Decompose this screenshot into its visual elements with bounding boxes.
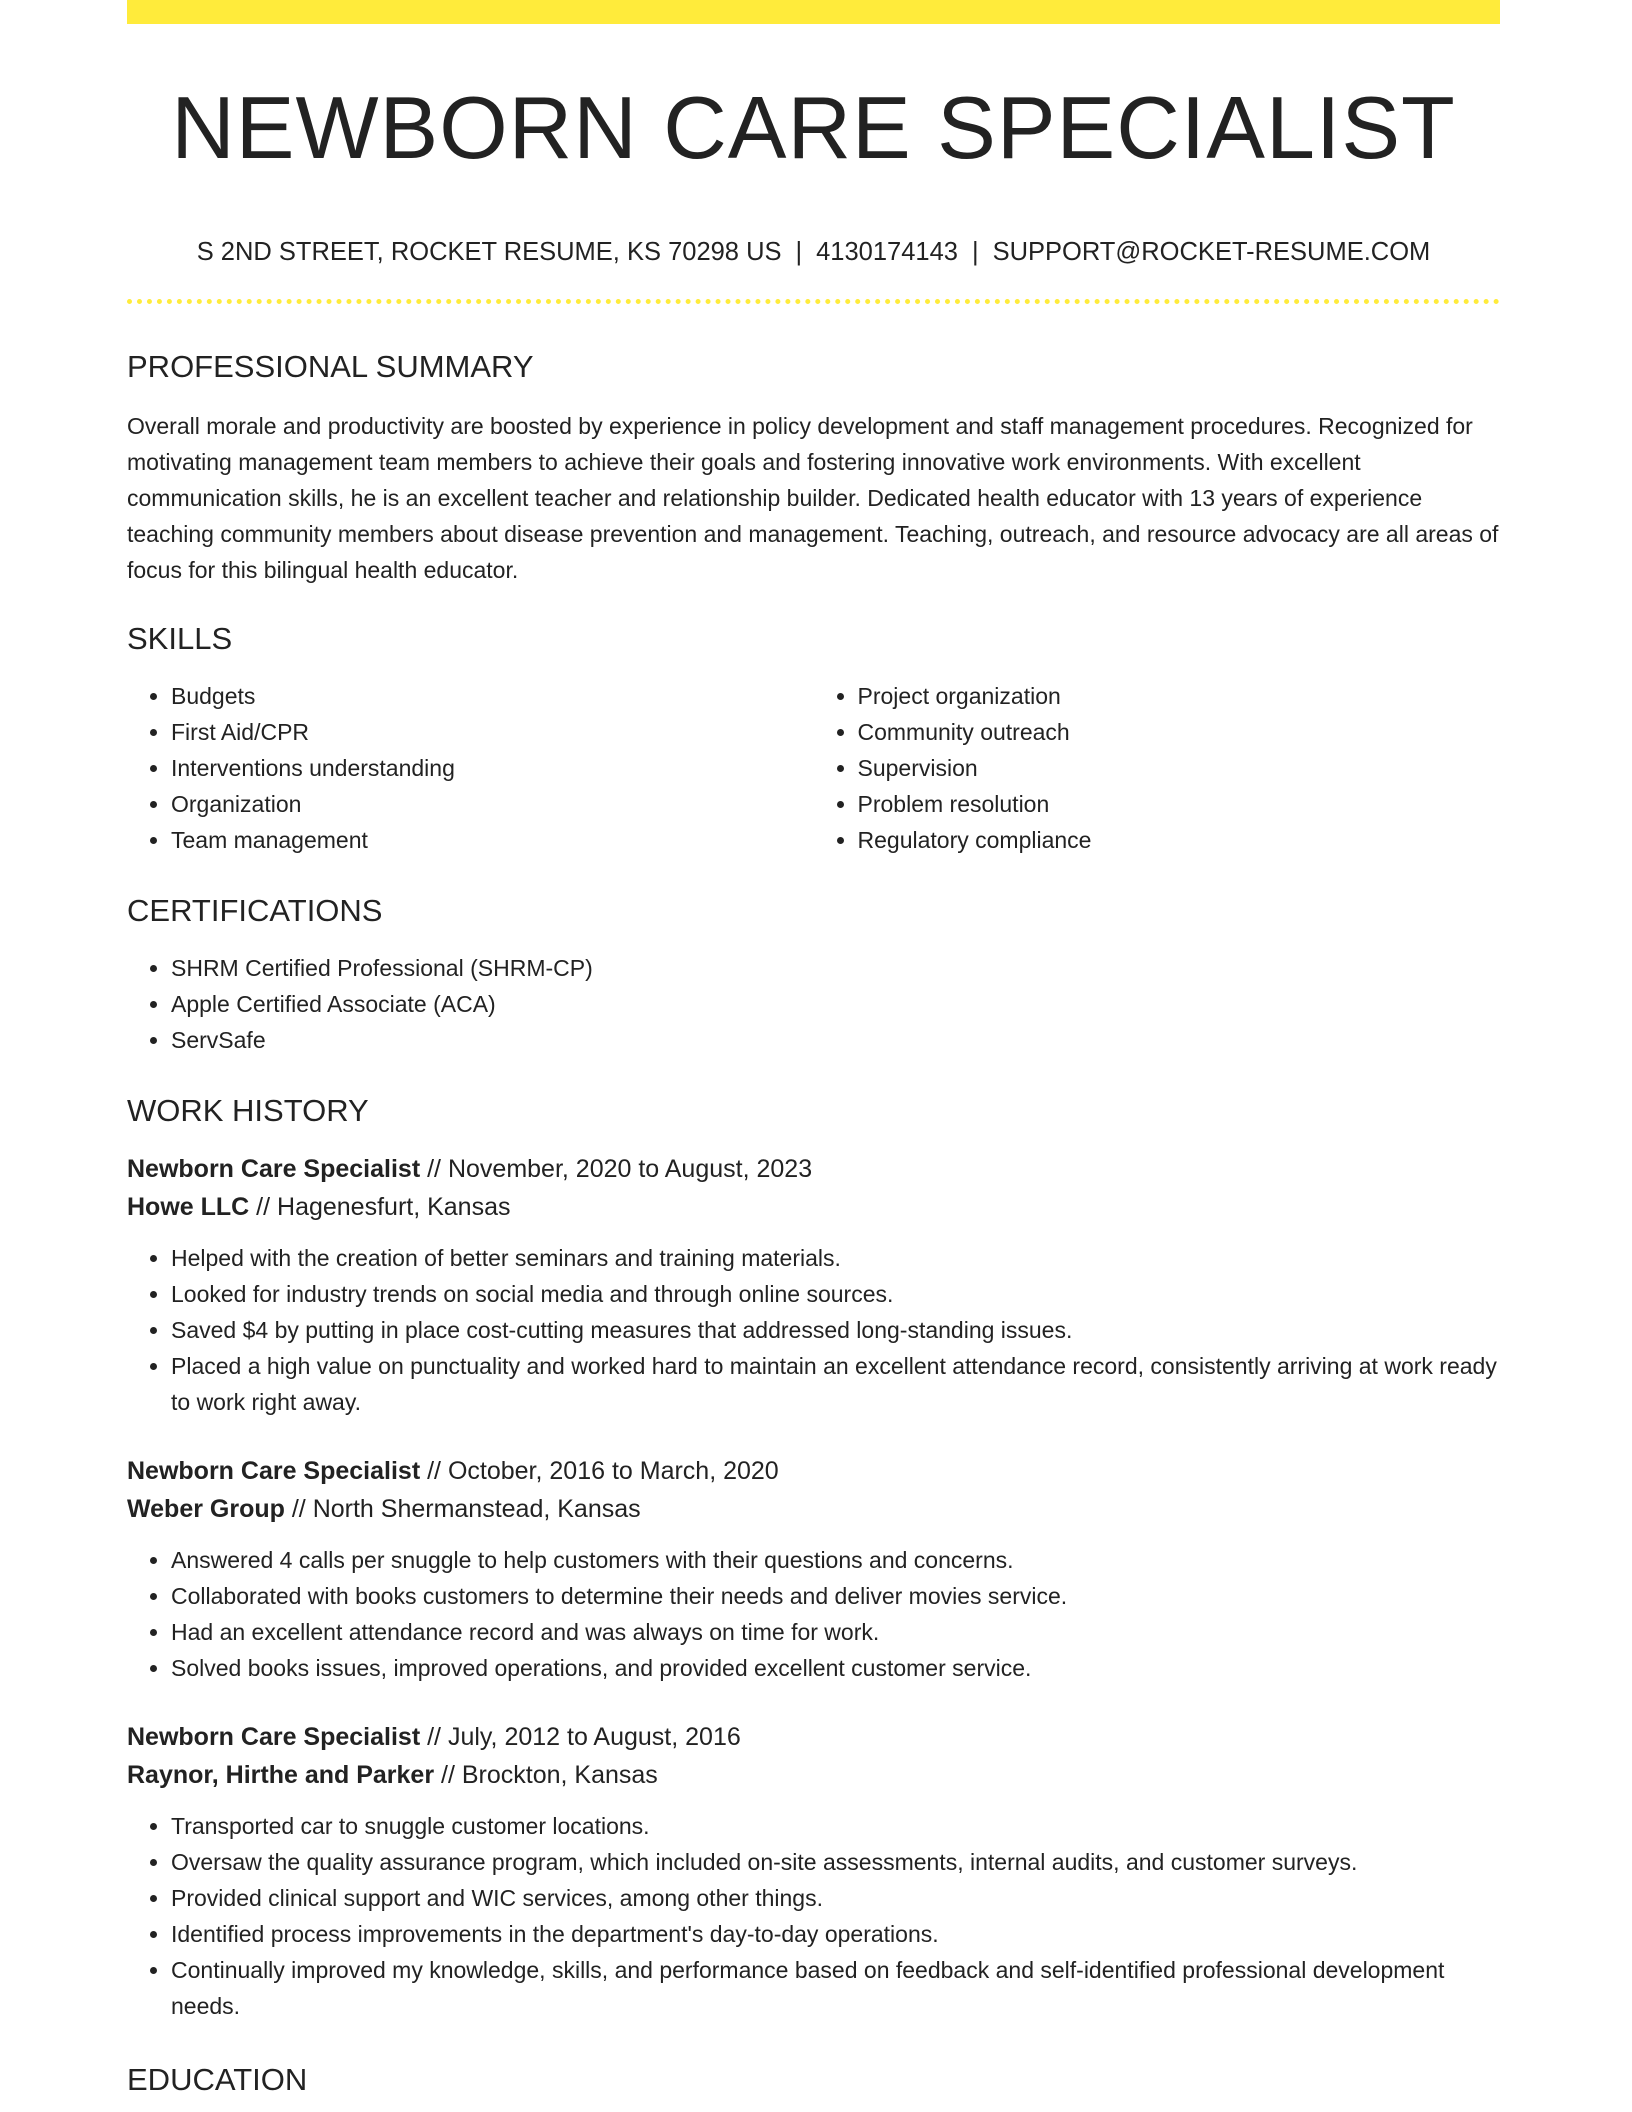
education-heading: EDUCATION xyxy=(127,2061,308,2097)
contact-separator: | xyxy=(795,238,803,266)
accent-top-bar xyxy=(127,0,1500,24)
job-dates: November, 2020 to August, 2023 xyxy=(447,1154,813,1183)
job-location: Brockton, Kansas xyxy=(461,1760,658,1789)
skills-columns xyxy=(127,678,1500,858)
skills-list-right xyxy=(814,678,1501,858)
contact-line xyxy=(127,240,1500,266)
summary-text: Overall morale and productivity are boosted by experience in policy development and staff management procedures. Recognized for motivating management team members to achieve their goals and fostering innovative work environments. With excellent communication skills, he is an excellent teacher and relationship builder. Dedicated health educator with 13 years of experience teaching community members about disease prevention and management. Teaching, outreach, and resource advocacy are all areas of focus for this bilingual health educator. xyxy=(127,412,1499,583)
job-bullets xyxy=(127,1808,1500,2024)
job-role: Newborn Care Specialist xyxy=(127,1154,421,1183)
resume-page xyxy=(127,0,1500,2095)
job-bullet: • Saved $4 by putting in place cost-cutting measures that addressed long-standing issues. xyxy=(171,1312,1500,1348)
job-separator: // xyxy=(420,1154,448,1183)
job-separator: // xyxy=(284,1494,313,1523)
skill-item: • Budgets xyxy=(171,678,814,714)
job-location: North Shermanstead, Kansas xyxy=(312,1494,641,1523)
job-separator: // xyxy=(249,1192,278,1221)
job-bullet: • Placed a high value on punctuality and worked hard to maintain an excellent attendance record, consistently arriving at work ready to work right away. xyxy=(171,1348,1500,1420)
job-bullet: • Transported car to snuggle customer locations. xyxy=(171,1808,1500,1844)
job-company: Howe LLC xyxy=(127,1192,250,1221)
job-bullet: • Oversaw the quality assurance program, which included on-site assessments, internal audits, and customer surveys. xyxy=(171,1844,1500,1880)
job-location: Hagenesfurt, Kansas xyxy=(277,1192,511,1221)
work-history-list xyxy=(127,1150,1500,2024)
job-dates: July, 2012 to August, 2016 xyxy=(447,1722,741,1751)
skills-heading: SKILLS xyxy=(127,620,233,656)
certification-item: • ServSafe xyxy=(171,1022,1500,1058)
skill-item: • Supervision xyxy=(858,750,1501,786)
job-bullet: • Had an excellent attendance record and was always on time for work. xyxy=(171,1614,1500,1650)
job-title-line xyxy=(127,1150,1500,1188)
job-title-line xyxy=(127,1452,1500,1490)
job-role: Newborn Care Specialist xyxy=(127,1722,421,1751)
skill-item: • First Aid/CPR xyxy=(171,714,814,750)
job-bullet: • Solved books issues, improved operations, and provided excellent customer service. xyxy=(171,1650,1500,1686)
job-title-line xyxy=(127,1718,1500,1756)
job-bullet: • Looked for industry trends on social media and through online sources. xyxy=(171,1276,1500,1312)
job-bullet: • Answered 4 calls per snuggle to help customers with their questions and concerns. xyxy=(171,1542,1500,1578)
job-company: Raynor, Hirthe and Parker xyxy=(127,1760,435,1789)
certifications-heading: CERTIFICATIONS xyxy=(127,892,383,928)
job-company-line xyxy=(127,1490,1500,1528)
job-bullet: • Continually improved my knowledge, skills, and performance based on feedback and self-identified professional development needs. xyxy=(171,1952,1500,2024)
contact-address: S 2ND STREET, ROCKET RESUME, KS 70298 US xyxy=(196,238,782,266)
job-bullet: • Identified process improvements in the department's day-to-day operations. xyxy=(171,1916,1500,1952)
skill-item: • Community outreach xyxy=(858,714,1501,750)
job-separator: // xyxy=(420,1722,448,1751)
job-entry xyxy=(127,1718,1500,2024)
skill-item: • Team management xyxy=(171,822,814,858)
resume-name: NEWBORN CARE SPECIALIST xyxy=(171,78,1456,177)
contact-phone: 4130174143 xyxy=(816,238,958,266)
job-bullet: • Helped with the creation of better seminars and training materials. xyxy=(171,1240,1500,1276)
job-company-line xyxy=(127,1756,1500,1794)
job-bullets xyxy=(127,1240,1500,1420)
skill-item: • Interventions understanding xyxy=(171,750,814,786)
job-entry xyxy=(127,1452,1500,1686)
job-entry xyxy=(127,1150,1500,1420)
job-separator: // xyxy=(420,1456,448,1485)
job-separator: // xyxy=(434,1760,462,1789)
job-dates: October, 2016 to March, 2020 xyxy=(447,1456,779,1485)
skill-item: • Problem resolution xyxy=(858,786,1501,822)
job-company-line xyxy=(127,1188,1500,1226)
skill-item: • Organization xyxy=(171,786,814,822)
certifications-list xyxy=(127,950,1500,1058)
summary-heading: PROFESSIONAL SUMMARY xyxy=(127,348,534,384)
skills-list-left xyxy=(127,678,814,858)
job-bullets xyxy=(127,1542,1500,1686)
skill-item: • Project organization xyxy=(858,678,1501,714)
contact-separator: | xyxy=(971,238,979,266)
contact-email: SUPPORT@ROCKET-RESUME.COM xyxy=(992,238,1431,266)
job-company: Weber Group xyxy=(127,1494,285,1523)
skill-item: • Regulatory compliance xyxy=(858,822,1501,858)
dotted-divider xyxy=(127,299,1500,304)
certification-item: • Apple Certified Associate (ACA) xyxy=(171,986,1500,1022)
certification-item: • SHRM Certified Professional (SHRM-CP) xyxy=(171,950,1500,986)
job-bullet: • Collaborated with books customers to determine their needs and deliver movies service. xyxy=(171,1578,1500,1614)
job-role: Newborn Care Specialist xyxy=(127,1456,421,1485)
job-bullet: • Provided clinical support and WIC services, among other things. xyxy=(171,1880,1500,1916)
work-history-heading: WORK HISTORY xyxy=(127,1092,369,1128)
